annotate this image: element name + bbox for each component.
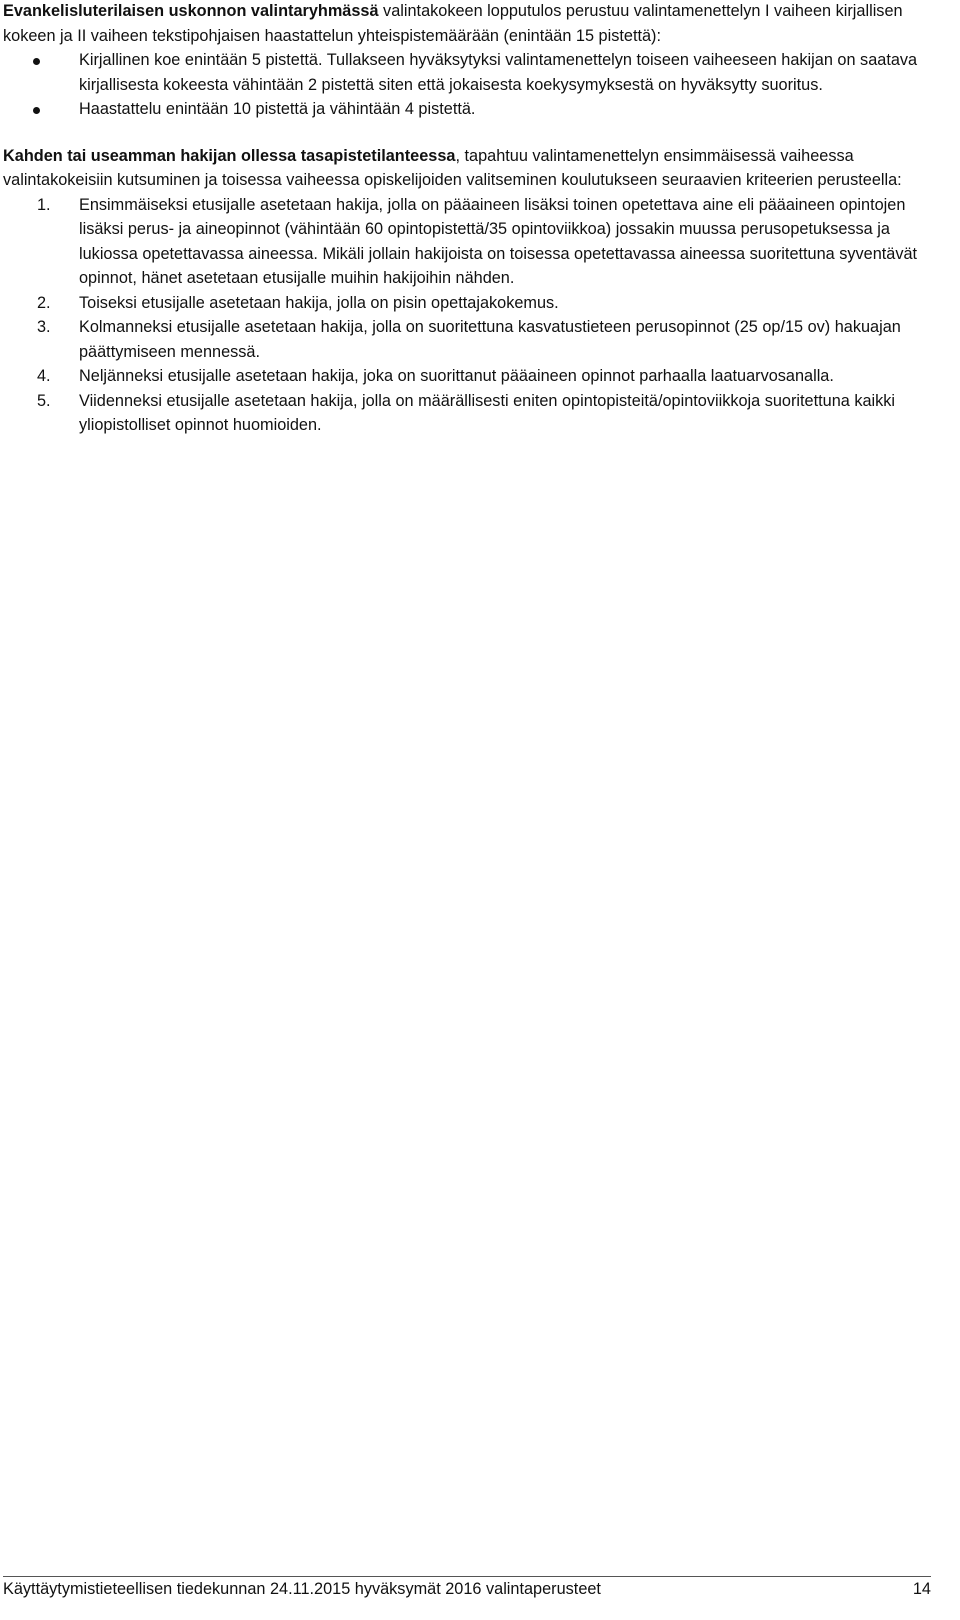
tiebreak-bold-lead: Kahden tai useamman hakijan ollessa tasapistetilanteessa bbox=[3, 146, 456, 165]
criteria-item bbox=[3, 291, 933, 316]
page-footer bbox=[3, 1578, 931, 1600]
criteria-number: 3. bbox=[37, 318, 51, 336]
tiebreak-paragraph bbox=[3, 144, 933, 193]
criteria-item bbox=[3, 364, 933, 389]
footer-text: Käyttäytymistieteellisen tiedekunnan 24.11.2015 hyväksymät 2016 valintaperusteet bbox=[3, 1580, 601, 1598]
criteria-number: 4. bbox=[37, 367, 51, 385]
footer-divider bbox=[3, 1576, 931, 1577]
criteria-item bbox=[3, 389, 933, 438]
criteria-number: 5. bbox=[37, 391, 51, 410]
scoring-bullet-list bbox=[3, 48, 933, 122]
bullet-icon bbox=[33, 58, 40, 65]
criteria-text: Toiseksi etusijalle asetetaan hakija, jolla on pisin opettajakokemus. bbox=[79, 293, 559, 312]
criteria-item bbox=[3, 315, 933, 364]
criteria-text: Viidenneksi etusijalle asetetaan hakija, jolla on määrällisesti eniten opintopisteitä/opintoviikkoja suoritettuna kaikki yliopistolliset opinnot huomioiden. bbox=[79, 391, 896, 434]
bullet-text: Kirjallinen koe enintään 5 pistettä. Tullakseen hyväksytyksi valintamenettelyn toiseen vaiheeseen hakijan on saatava kirjallisesta kokeesta vähintään 2 pistettä siten että jokaisesta koekysymyksestä on hyväksytty suoritus. bbox=[79, 51, 918, 94]
intro-bold-lead: Evankelisluterilaisen uskonnon valintaryhmässä bbox=[3, 2, 379, 20]
intro-text: valintakokeen lopputulos perustuu valintamenettelyn I vaiheen kirjallisen kokeen ja II vaiheen tekstipohjaisen haastattelun yhteispistemäärään (enintään 15 pistettä): bbox=[3, 2, 903, 45]
tiebreak-text: , tapahtuu valintamenettelyn ensimmäisessä vaiheessa valintakokeisiin kutsuminen ja toisessa vaiheessa opiskelijoiden valitseminen koulutukseen seuraavien kriteerien perusteella: bbox=[3, 146, 902, 189]
criteria-number: 1. bbox=[37, 195, 51, 214]
intro-paragraph bbox=[3, 0, 933, 48]
bullet-text: Haastattelu enintään 10 pistettä ja vähintään 4 pistettä. bbox=[79, 100, 476, 118]
criteria-text: Ensimmäiseksi etusijalle asetetaan hakija, jolla on pääaineen lisäksi toinen opetettava aine eli pääaineen opintojen lisäksi perus- ja aineopinnot (vähintään 60 opintopistettä/35 opintoviikkoa) jossakin muussa perusopetuksessa ja lukiossa opetettavassa aineessa. Mikäli jollain hakijoista on toisessa opetettavassa aineessa suoritettuna syventävät opinnot, hänet asetetaan etusijalle muihin hakijoihin nähden. bbox=[79, 195, 918, 287]
criteria-list bbox=[3, 193, 933, 438]
criteria-text: Kolmanneksi etusijalle asetetaan hakija, jolla on suoritettuna kasvatustieteen perusopinnot (25 op/15 ov) hakuajan päättymiseen mennessä. bbox=[79, 318, 901, 361]
bullet-icon bbox=[33, 107, 40, 114]
document-page bbox=[3, 0, 933, 438]
bullet-item bbox=[3, 48, 933, 97]
criteria-text: Neljänneksi etusijalle asetetaan hakija, joka on suorittanut pääaineen opinnot parhaalla laatuarvosanalla. bbox=[79, 367, 834, 385]
page-number: 14 bbox=[912, 1580, 931, 1598]
criteria-item bbox=[3, 193, 933, 291]
bullet-item bbox=[3, 97, 933, 122]
criteria-number: 2. bbox=[37, 293, 51, 312]
